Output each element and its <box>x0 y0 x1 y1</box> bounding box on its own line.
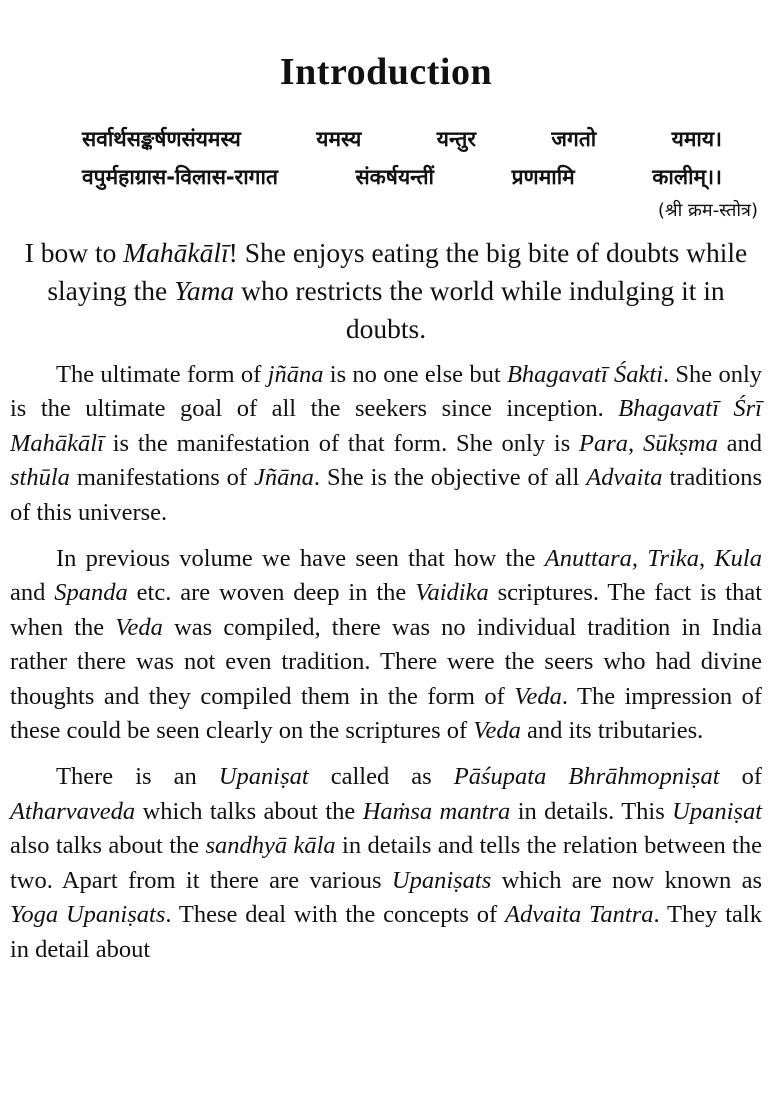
paragraph-run: sthūla <box>10 464 70 492</box>
paragraph-run: Yoga Upaniṣats <box>10 901 166 929</box>
body-text <box>10 358 762 967</box>
verse-line-1: सर्वार्थसङ्कर्षणसंयमस्य यमस्य यन्तुर जगतो यमाय। <box>82 127 722 151</box>
sanskrit-verse <box>82 120 722 196</box>
translation-run: I bow to <box>24 237 124 268</box>
paragraph-run: which talks about the <box>135 797 363 825</box>
paragraph-run: is the manifestation of that form. She only is <box>103 429 580 457</box>
paragraph-run: was compiled, there was no individual tradition in India rather there was not even tradition. There were the seers who had divine thoughts and they compiled them in the form of <box>10 613 762 710</box>
paragraph-run: is no one else but <box>323 361 507 388</box>
paragraph-3 <box>10 760 762 966</box>
paragraph-run: Spanda <box>54 579 128 607</box>
paragraph-run: . She only is the ultimate goal of all the seekers since inception. <box>10 361 763 423</box>
paragraph-run: manifestations of <box>69 464 255 492</box>
paragraph-2 <box>10 542 762 748</box>
paragraph-run: in details. This <box>510 797 673 825</box>
paragraph-run: Advaita <box>586 464 663 492</box>
paragraph-run: Upaniṣat <box>218 763 309 791</box>
verse-translation <box>16 234 756 348</box>
paragraph-run: traditions of this universe. <box>10 464 762 526</box>
translation-run: ! She enjoys eating the big bite of doubts while slaying the <box>47 237 748 306</box>
paragraph-run: Para, Sūkṣma <box>579 429 718 457</box>
paragraph-run: Veda <box>514 682 562 710</box>
paragraph-run: The ultimate form of <box>56 361 268 388</box>
paragraph-run: In previous volume we have seen that how the <box>56 545 545 573</box>
paragraph-run: There is an <box>56 763 219 791</box>
paragraph-run: Upaniṣat <box>672 797 762 825</box>
paragraph-run: also talks about the <box>10 832 206 860</box>
translation-run: Yama <box>174 275 235 306</box>
paragraph-run: Veda <box>115 613 163 641</box>
paragraph-run: Bhagavatī Śrī Mahākālī <box>10 395 762 457</box>
paragraph-run: sandhyā kāla <box>205 832 336 860</box>
paragraph-run: Atharvaveda <box>10 797 136 825</box>
paragraph-run: . The impression of these could be seen clearly on the scriptures of <box>10 682 762 745</box>
paragraph-run: Haṁsa mantra <box>362 797 511 825</box>
paragraph-run: Pāśupata Bhrāhmopniṣat <box>453 763 720 791</box>
paragraph-run: . She is the objective of all <box>313 464 587 492</box>
paragraph-run: in details and tells the relation between the two. Apart from it there are various <box>10 832 762 894</box>
paragraph-run: which are now known as <box>491 866 763 894</box>
paragraph-run: Vaidika <box>415 579 489 607</box>
paragraph-run: and <box>717 429 762 457</box>
paragraph-run: of <box>719 763 762 791</box>
verse-line-2: वपुर्महाग्रास-विलास-रागात संकर्षयन्तीं प्रणमामि कालीम्।। <box>82 165 722 189</box>
paragraph-run: Veda <box>473 717 521 745</box>
paragraph-run: called as <box>308 763 454 791</box>
paragraph-run: scriptures. The fact is that when the <box>10 579 762 641</box>
paragraph-run: jñāna <box>267 361 324 388</box>
translation-run: Mahākālī <box>123 237 229 268</box>
paragraph-1 <box>10 358 762 530</box>
paragraph-run: Jñāna <box>254 464 314 492</box>
page-title: Introduction <box>279 51 493 93</box>
paragraph-run: and <box>10 579 55 607</box>
paragraph-run: . These deal with the concepts of <box>165 901 505 929</box>
paragraph-run: Advaita Tantra <box>504 901 654 929</box>
verse-source: (श्री क्रम-स्तोत्र) <box>657 200 758 221</box>
translation-run: who restricts the world while indulging it in doubts. <box>234 275 725 344</box>
paragraph-run: and its tributaries. <box>520 717 704 745</box>
paragraph-run: . They talk in detail about <box>10 901 762 963</box>
paragraph-run: Anuttara, Trika, Kula <box>544 545 762 573</box>
paragraph-run: Bhagavatī Śakti <box>506 361 663 388</box>
paragraph-run: etc. are woven deep in the <box>127 579 416 607</box>
paragraph-run: Upaniṣats <box>391 866 492 894</box>
